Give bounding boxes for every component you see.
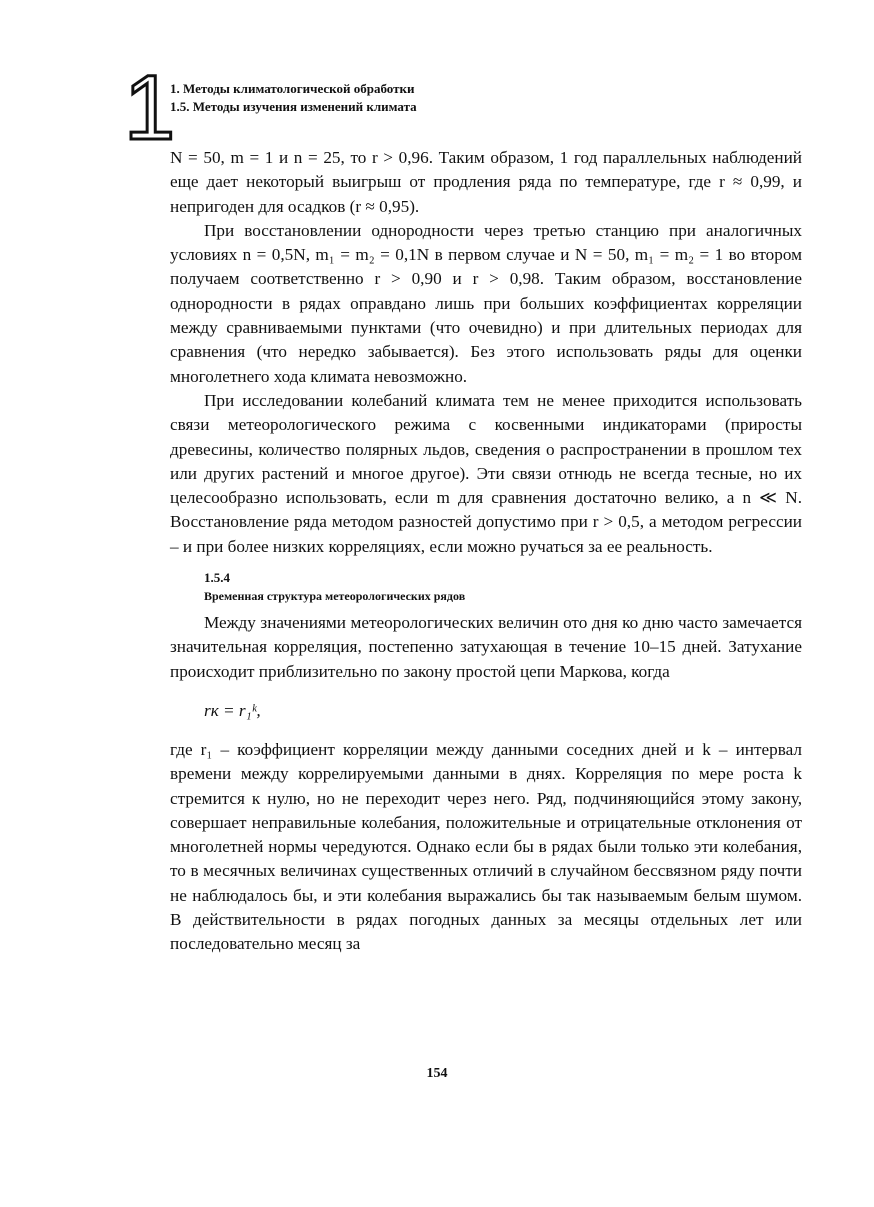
paragraph-2: При восстановлении однородности через третью станцию при аналогичных условиях n = 0,5N, m₁ = m₂ = 0,1N в первом случае и N = 50, m₁ = m₂ = 1 во втором получаем соответственно r > 0,90 и r > 0,98. Таким образом, восстановление однородности в рядах оправдано лишь при больших коэффициентах корреляции между сравниваемыми пунктами (что очевидно) и при длительных периодах для сравнения (что нередко забывается). Без этого использовать ряды для оценки многолетнего хода климата невозможно. (170, 220, 802, 386)
paragraph-5: где r₁ – коэффициент корреляции между данными соседних дней и k – интервал времени между коррелируемыми данными в днях. Корреляция по мере роста k стремится к нулю, но не переходит через него. Ряд, подчиняющийся этому закону, совершает неправильные колебания, положительные и отрицательные отклонения от многолетней нормы чередуются. Однако если бы в рядах были только эти колебания, то в месячных величинах существенных отличий в случайном бессвязном ряду почти не наблюдалось бы, и эти колебания выражались бы так называемым белым шумом. В действительности в рядах погодных данных за месяцы отдельных лет или последовательно месяц за (170, 739, 802, 954)
chapter-title: 1. Методы климатологической обработки (170, 81, 415, 96)
subsection-number: 1.5.4 (204, 570, 230, 586)
paragraph-4: Между значениями метеорологических величин ото дня ко дню часто замечается значительная корреляция, постепенно затухающая в течение 10–15 дней. Затухание происходит приблизительно по закону простой цепи Маркова, когда (170, 613, 802, 681)
running-head (170, 80, 417, 116)
subsection-title: Временная структура метеорологических рядов (204, 589, 466, 604)
section-title-header: 1.5. Методы изучения изменений климата (170, 99, 417, 114)
markov-formula: rк = r₁ᵏ, (204, 700, 261, 720)
chapter-number: 1 (124, 57, 176, 159)
paragraph-3: При исследовании колебаний климата тем не менее приходится использовать связи метеорологического режима с косвенными индикаторами (приросты древесины, количество полярных льдов, сведения о распространении в прошлом тех или других растений и многое другое). Эти связи отнюдь не всегда тесные, но их целесообразно использовать, если m для сравнения достаточно велико, а n ≪ N. Восстановление ряда методом разностей допустимо при r > 0,5, а методом регрессии – и при более низких корреляциях, если можно ручаться за ее реальность. (170, 390, 802, 556)
page-number: 154 (426, 1066, 448, 1081)
paragraph-1: N = 50, m = 1 и n = 25, то r > 0,96. Таким образом, 1 год параллельных наблюдений еще дает некоторый выигрыш от продления ряда по температуре, где r ≈ 0,99, и непригоден для осадков (r ≈ 0,95). (170, 148, 802, 216)
body-text (170, 146, 802, 957)
